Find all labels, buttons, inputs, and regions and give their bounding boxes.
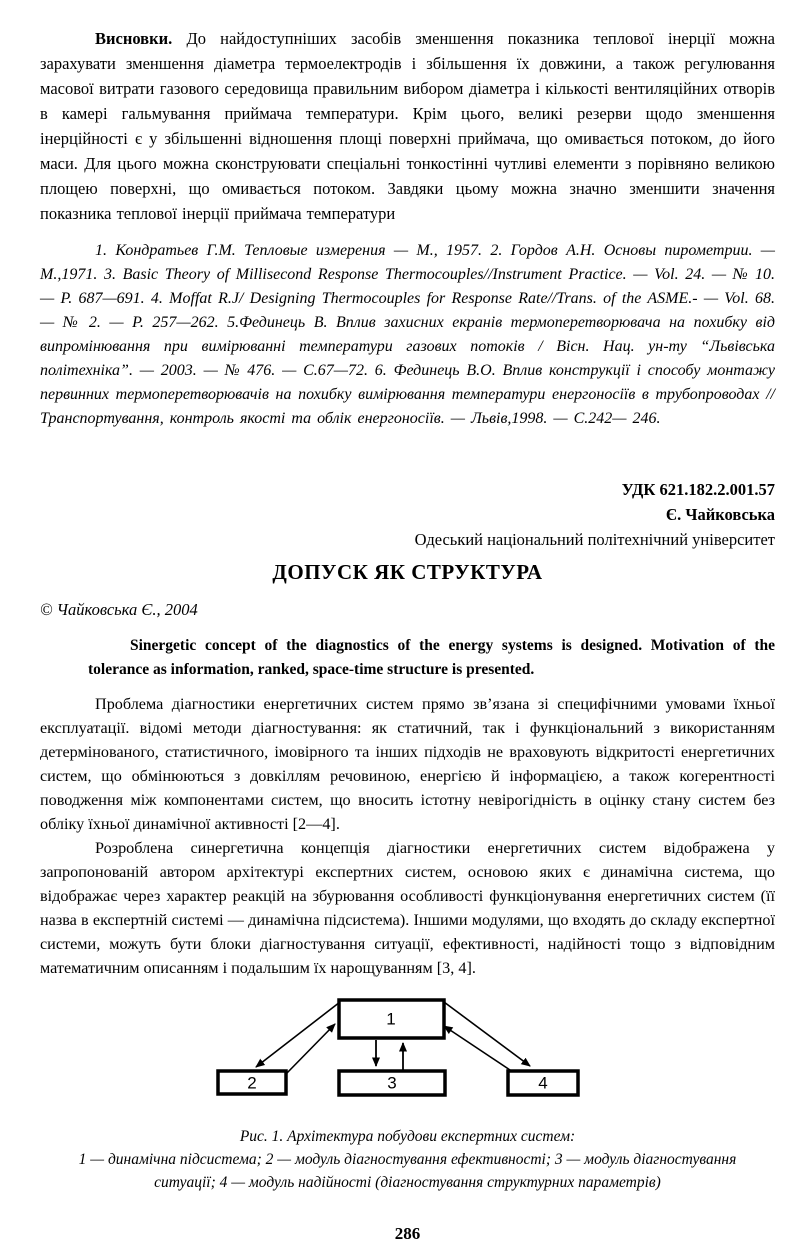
body-paragraph-1: Проблема діагностики енергетичних систем прямо зв’язана зі специфічними умовами їхньої експлуатації. відомі методи діагностування: як статичний, так і функціональний з використанням детермінованого, статистичного, імовірного та інших підходів не враховують відкритості енергетичних систем, що обмінюються з довкіллям речовиною, енергією й інформацією, а також когерентності поводження між компонентами систем, що вносить істотну невірогідність в оцінку стану систем без обліку їхньої динамічної активності [2—4]. bbox=[40, 695, 775, 833]
header-right-block bbox=[40, 477, 775, 552]
copyright-line: © Чайковська Є., 2004 bbox=[40, 600, 198, 619]
conclusions-paragraph bbox=[40, 26, 775, 226]
udc-code: УДК 621.182.2.001.57 bbox=[621, 480, 775, 499]
conclusions-label: Висновки. bbox=[95, 29, 173, 48]
diagram-box-3-label: 3 bbox=[386, 1073, 397, 1093]
references-paragraph: 1. Кондратьев Г.М. Тепловые измерения — М., 1957. 2. Гордов А.Н. Основы пирометрии. — М.,1971. 3. Basic Theory of Millisecond Response Thermocouples//Instrument Practice. — Vol. 24. — № 10. — P. 687—691. 4. Moffat R.J/ Designing Thermocouples for Response Rate//Trans. of the ASME.- — Vol. 68. — № 2. — P. 257—262. 5.Фединець В. Вплив захисних екранів термоперетворювача на похибку від випромінювання при вимірюванні температури газових потоків / Вісн. Нац. ун-ту “Львівська політехніка”. — 2003. — № 476. — С.67—72. 6. Фединець В.О. Вплив конструкції і способу монтажу первинних термоперетворювачів на похибку вимірювання температури енергоносіїв в трубопроводах // Транспортування, контроль якості та облік енергоносіїв. — Львів,1998. — С.242— 246. bbox=[40, 242, 775, 427]
figure-diagram bbox=[188, 992, 628, 1109]
diagram-box-1-label: 1 bbox=[385, 1009, 396, 1029]
affiliation: Одеський національний політехнічний університет bbox=[414, 530, 775, 549]
article-title: ДОПУСК ЯК СТРУКТУРА bbox=[272, 560, 543, 584]
arrow-2-to-1 bbox=[286, 1024, 335, 1074]
diagram-box-2-label: 2 bbox=[246, 1073, 257, 1093]
page-number: 286 bbox=[394, 1224, 421, 1240]
diagram-box-4-label: 4 bbox=[537, 1073, 548, 1093]
conclusions-text: До найдоступніших засобів зменшення показника теплової інерції можна зарахувати зменшення діаметра термоелектродів і збільшення їх довжини, а також регулювання масової витрати газового середовища правильним вибором діаметра і кількості вентиляційних отворів в камері гальмування приймача температури. Крім цього, великі резерви щодо зменшення інерційності є у збільшенні відношення площі поверхні приймача, що омивається потоком, до його маси. Для цього можна сконструювати спеціальні тонкостінні чутливі елементи з порівняно великою площею поверхні, що омивається потоком. Завдяки цьому можна значно зменшити значення показника теплової інерції приймача температури bbox=[40, 29, 775, 223]
expert-system-architecture-diagram bbox=[188, 992, 628, 1104]
arrow-4-to-1 bbox=[444, 1026, 510, 1070]
figure-caption-title: Рис. 1. Архітектура побудови експертних систем: bbox=[239, 1128, 576, 1145]
arrow-1-to-2 bbox=[256, 1002, 340, 1067]
figure-caption bbox=[58, 1125, 758, 1194]
author-name: Є. Чайковська bbox=[665, 505, 775, 524]
figure-caption-legend: 1 — динамічна підсистема; 2 — модуль діагностування ефективності; 3 — модуль діагностування ситуації; 4 — модуль надійності (діагностування структурних параметрів) bbox=[78, 1151, 737, 1191]
body-paragraph-2: Розроблена синергетична концепція діагностики енергетичних систем відображена у запропонованій автором архітектурі експертних систем, основою яких є динамічна система, що відображає через характер реакцій на збурювання особливості функціонування енергетичних систем (її назва в експертній системі — динамічна підсистема). Іншими модулями, що входять до складу експертної системи, можуть бути блоки діагностування ситуації, ефективності, надійності тощо з відповідним математичним описанням і подальшим їх нарощуванням [3, 4]. bbox=[40, 839, 775, 977]
abstract-english: Sinergetic concept of the diagnostics of the energy systems is designed. Motivation of the tolerance as information, ranked, space-time structure is presented. bbox=[88, 637, 775, 678]
